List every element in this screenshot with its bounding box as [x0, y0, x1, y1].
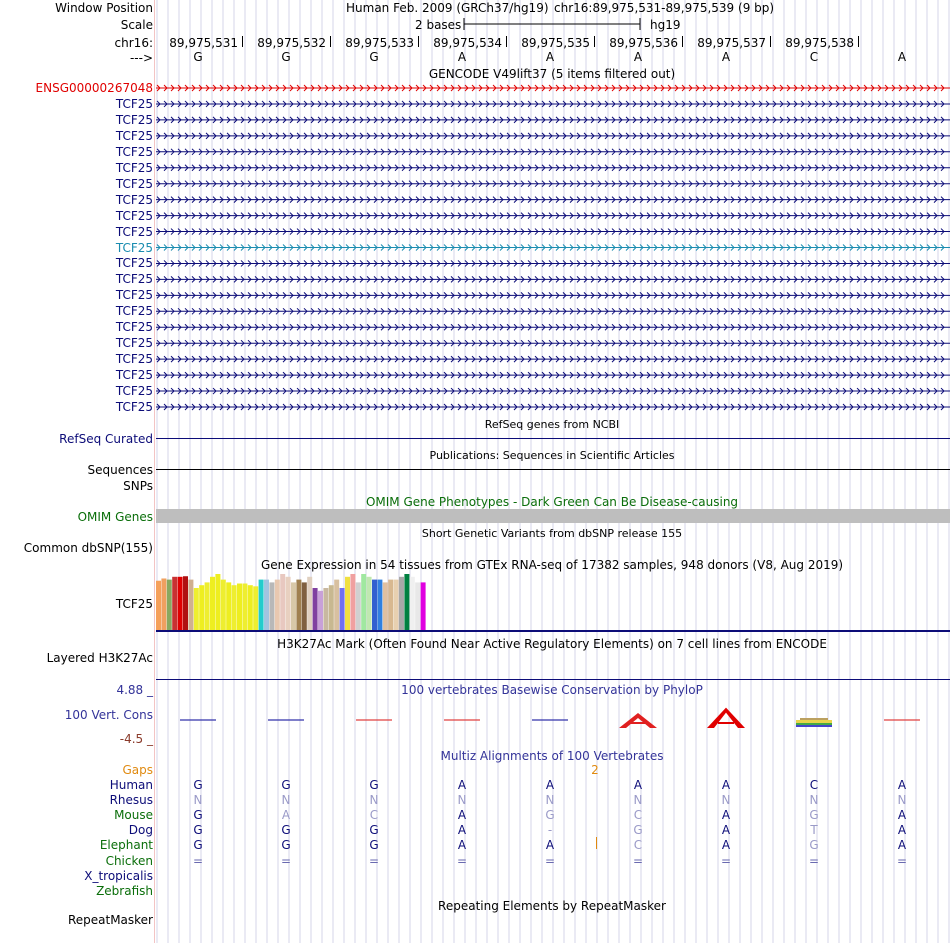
gtex-tissue-bar[interactable] — [199, 585, 204, 630]
gencode-item-label[interactable]: TCF25 — [115, 176, 153, 191]
gtex-tissue-bar[interactable] — [291, 582, 296, 630]
reference-base: A — [633, 50, 643, 64]
species-label[interactable]: Rhesus — [109, 793, 153, 808]
alignment-base: = — [808, 853, 820, 868]
window-position-label: Window Position — [55, 1, 153, 15]
gtex-tissue-bar[interactable] — [215, 574, 220, 630]
gencode-transcript[interactable] — [156, 260, 950, 266]
ruler-tick — [858, 36, 859, 47]
alignment-base: = — [896, 853, 908, 868]
gencode-item-label[interactable]: TCF25 — [115, 144, 153, 159]
alignment-base: G — [193, 808, 203, 823]
alignment-base: G — [545, 808, 555, 823]
gtex-tissue-bar[interactable] — [221, 580, 226, 630]
snps-label: SNPs — [123, 479, 153, 493]
gencode-track-title[interactable]: GENCODE V49lift37 (5 items filtered out) — [428, 67, 676, 81]
species-label[interactable]: Zebrafish — [96, 883, 153, 898]
ruler-position-label: 89,975,533 — [345, 36, 414, 50]
alignment-base: A — [457, 808, 467, 823]
gencode-item-label[interactable]: TCF25 — [115, 400, 153, 414]
gtex-tissue-bar[interactable] — [253, 586, 258, 630]
gencode-item-label[interactable]: TCF25 — [115, 192, 153, 207]
gtex-track-title[interactable]: Gene Expression in 54 tissues from GTEx RNA-seq of 17382 samples, 948 donors (V8, Aug 2019) — [260, 558, 844, 572]
gencode-item-label[interactable]: TCF25 — [115, 160, 153, 175]
gtex-tissue-bar[interactable] — [361, 574, 366, 630]
gtex-tissue-bar[interactable] — [415, 582, 420, 630]
reference-base: C — [809, 50, 819, 64]
gencode-transcript[interactable] — [156, 372, 950, 378]
omim-track-title[interactable]: OMIM Gene Phenotypes - Dark Green Can Be Disease-causing — [365, 495, 739, 509]
gtex-tissue-bar[interactable] — [302, 582, 307, 630]
alignment-base: N — [809, 793, 819, 808]
alignment-base: = — [192, 853, 204, 868]
gtex-tissue-bar[interactable] — [156, 581, 161, 630]
gencode-transcript[interactable] — [156, 308, 950, 314]
ruler-position-label: 89,975,536 — [609, 36, 678, 50]
alignment-base: G — [281, 823, 291, 838]
gtex-tissue-bar[interactable] — [296, 580, 301, 630]
gencode-item-label[interactable]: ENSG00000267048 — [35, 81, 153, 95]
alignment-base: A — [457, 838, 467, 853]
conservation-label[interactable]: 100 Vert. Cons — [64, 708, 153, 722]
reference-base: A — [457, 50, 467, 64]
alignment-base: A — [897, 808, 907, 823]
gtex-expression-chart[interactable] — [156, 570, 950, 634]
ruler-position-label: 89,975,538 — [785, 36, 854, 50]
gencode-transcript[interactable] — [156, 388, 950, 394]
gencode-transcript[interactable] — [156, 356, 950, 362]
gencode-item-label[interactable]: TCF25 — [115, 320, 153, 335]
gtex-tissue-bar[interactable] — [340, 588, 345, 630]
alignment-base: A — [545, 778, 555, 792]
alignment-base: A — [545, 838, 555, 853]
alignment-base: G — [193, 778, 203, 792]
gtex-tissue-bar[interactable] — [377, 580, 382, 630]
strand-label: ---> — [129, 51, 153, 65]
conservation-min-label: -4.5 _ — [119, 732, 153, 746]
species-label[interactable]: X_tropicalis — [84, 868, 153, 883]
gencode-transcript[interactable] — [156, 133, 950, 139]
gtex-tissue-bar[interactable] — [248, 585, 253, 630]
gtex-tissue-bar[interactable] — [334, 580, 339, 630]
alignment-base: A — [281, 808, 291, 823]
gencode-transcript[interactable] — [156, 165, 950, 171]
gtex-tissue-bar[interactable] — [399, 577, 404, 630]
gtex-tissue-bar[interactable] — [269, 582, 274, 630]
gtex-tissue-bar[interactable] — [232, 585, 237, 630]
gencode-transcript[interactable] — [156, 229, 950, 235]
gencode-item-label[interactable]: TCF25 — [115, 96, 153, 111]
alignment-base: = — [544, 853, 556, 868]
gtex-tissue-bar[interactable] — [237, 584, 242, 630]
gaps-label: Gaps — [122, 763, 153, 777]
alignment-base: G — [193, 838, 203, 853]
alignment-base: A — [897, 838, 907, 853]
region-title: chr16:89,975,531-89,975,539 (9 bp) — [554, 1, 775, 15]
alignment-base: A — [721, 808, 731, 823]
ruler-position-label: 89,975,537 — [697, 36, 766, 50]
gencode-transcript[interactable] — [156, 245, 950, 251]
alignment-base: G — [281, 778, 291, 792]
species-label[interactable]: Dog — [128, 823, 153, 838]
alignment-base: G — [193, 823, 203, 838]
gencode-item-label[interactable]: TCF25 — [115, 352, 153, 367]
omim-label[interactable]: OMIM Genes — [77, 510, 153, 524]
gap-count: 2 — [591, 763, 599, 777]
alignment-base: G — [369, 823, 379, 838]
gencode-item-label[interactable]: TCF25 — [115, 304, 153, 319]
gtex-tissue-bar[interactable] — [226, 582, 231, 630]
dbsnp-label[interactable]: Common dbSNP(155) — [23, 541, 153, 555]
conservation-plot[interactable] — [156, 697, 950, 743]
alignment-base: G — [281, 838, 291, 853]
gencode-item-label[interactable]: TCF25 — [115, 208, 153, 223]
gencode-transcript[interactable] — [156, 117, 950, 123]
gtex-tissue-bar[interactable] — [264, 580, 269, 630]
gtex-tissue-bar[interactable] — [404, 574, 409, 630]
species-label[interactable]: Chicken — [105, 853, 153, 868]
gencode-transcript[interactable] — [156, 181, 950, 187]
gtex-tissue-bar[interactable] — [194, 588, 199, 630]
gtex-tissue-bar[interactable] — [275, 580, 280, 630]
alignment-base: A — [457, 778, 467, 792]
gtex-tissue-bar[interactable] — [394, 580, 399, 630]
reference-base: A — [545, 50, 555, 64]
conservation-track-title[interactable]: 100 vertebrates Basewise Conservation by PhyloP — [401, 683, 703, 697]
pubs-track-title[interactable]: Publications: Sequences in Scientific Articles — [429, 449, 675, 462]
refseq-gene-line[interactable] — [156, 438, 950, 439]
species-label[interactable]: Elephant — [99, 838, 153, 853]
gencode-transcript[interactable] — [156, 213, 950, 219]
assembly-title: Human Feb. 2009 (GRCh37/hg19) — [346, 1, 549, 15]
gencode-item-label[interactable]: TCF25 — [115, 112, 153, 127]
gtex-tissue-bar[interactable] — [280, 574, 285, 630]
gencode-transcript[interactable] — [156, 149, 950, 155]
gencode-transcript[interactable] — [156, 197, 950, 203]
reference-base: A — [897, 50, 907, 64]
gtex-tissue-bar[interactable] — [172, 577, 177, 630]
gencode-transcript[interactable] — [156, 340, 950, 346]
alignment-base: C — [809, 778, 819, 792]
chrom-label: chr16: — [114, 36, 153, 50]
scale-label: Scale — [120, 18, 153, 32]
gencode-track[interactable] — [156, 80, 950, 416]
reference-base: G — [193, 50, 203, 64]
gtex-tissue-bar[interactable] — [410, 577, 415, 630]
gencode-item-label[interactable]: TCF25 — [115, 336, 153, 351]
alignment-base: G — [369, 838, 379, 853]
dbsnp-track-title[interactable]: Short Genetic Variants from dbSNP release 155 — [421, 527, 683, 540]
gtex-tissue-bar[interactable] — [188, 580, 193, 630]
gencode-transcript[interactable] — [156, 101, 950, 107]
gtex-tissue-bar[interactable] — [307, 577, 312, 630]
gtex-tissue-bar[interactable] — [205, 582, 210, 630]
h3k27ac-label[interactable]: Layered H3K27Ac — [46, 651, 153, 665]
alignment-base: N — [281, 793, 291, 808]
gencode-item-label[interactable]: TCF25 — [115, 224, 153, 239]
species-label[interactable]: Human — [109, 778, 153, 792]
gencode-item-label[interactable]: TCF25 — [115, 256, 153, 271]
alignment-base: = — [456, 853, 468, 868]
h3k27ac-baseline — [156, 679, 950, 680]
rmsk-track-title[interactable]: Repeating Elements by RepeatMasker — [438, 899, 666, 913]
gtex-tissue-bar[interactable] — [323, 588, 328, 630]
label-column-divider — [154, 0, 155, 943]
gtex-tissue-bar[interactable] — [388, 580, 393, 630]
alignment-base: A — [721, 823, 731, 838]
gtex-gene-label[interactable]: TCF25 — [115, 597, 153, 611]
gtex-tissue-bar[interactable] — [167, 580, 172, 630]
omim-gene-bar[interactable] — [156, 509, 950, 523]
ruler-position-label: 89,975,535 — [521, 36, 590, 50]
gencode-item-label[interactable]: TCF25 — [115, 368, 153, 383]
gencode-item-label[interactable]: TCF25 — [115, 128, 153, 143]
gtex-tissue-bar[interactable] — [350, 574, 355, 630]
gencode-transcript[interactable] — [156, 404, 950, 410]
alignment-base: = — [632, 853, 644, 868]
h3k27ac-track-title[interactable]: H3K27Ac Mark (Often Found Near Active Regulatory Elements) on 7 cell lines from ENCODE — [277, 637, 827, 651]
gtex-tissue-bar[interactable] — [161, 578, 166, 630]
pubs-label[interactable]: Sequences — [87, 463, 153, 477]
gtex-tissue-bar[interactable] — [210, 577, 215, 630]
gencode-transcript[interactable] — [156, 85, 950, 91]
reference-base: G — [369, 50, 379, 64]
alignment-base: A — [457, 823, 467, 838]
gtex-tissue-bar[interactable] — [183, 576, 188, 630]
alignment-base: N — [457, 793, 467, 808]
alignment-base: A — [633, 778, 643, 792]
gtex-tissue-bar[interactable] — [286, 577, 291, 630]
ruler-position-label: 89,975,531 — [169, 36, 238, 50]
alignment-base: G — [809, 838, 819, 853]
ruler-position-label: 89,975,532 — [257, 36, 326, 50]
gtex-tissue-bar[interactable] — [372, 580, 377, 630]
species-label[interactable]: Mouse — [114, 808, 153, 823]
ruler-position-label: 89,975,534 — [433, 36, 502, 50]
gencode-item-label[interactable]: TCF25 — [115, 240, 153, 255]
alignment-base: = — [280, 853, 292, 868]
alignment-base: N — [193, 793, 203, 808]
scale-bar — [462, 16, 644, 32]
gtex-tissue-bar[interactable] — [259, 580, 264, 630]
gtex-tissue-bar[interactable] — [329, 585, 334, 630]
alignment-base: = — [720, 853, 732, 868]
alignment-base: A — [721, 778, 731, 792]
gtex-tissue-bar[interactable] — [421, 582, 426, 630]
alignment-base: A — [897, 823, 907, 838]
alignment-base: N — [897, 793, 907, 808]
gtex-tissue-bar[interactable] — [242, 584, 247, 630]
alignment-base: C — [633, 808, 643, 823]
conservation-max-label: 4.88 _ — [116, 683, 153, 697]
alignment-base: C — [633, 838, 643, 853]
gencode-item-label[interactable]: TCF25 — [115, 272, 153, 287]
gtex-tissue-bar[interactable] — [318, 591, 323, 630]
gtex-tissue-bar[interactable] — [178, 577, 183, 630]
alignment-base: G — [809, 808, 819, 823]
alignment-base: A — [897, 778, 907, 792]
gencode-item-label[interactable]: TCF25 — [115, 384, 153, 399]
gencode-transcript[interactable] — [156, 276, 950, 282]
gap-marker — [596, 837, 597, 849]
alignment-base: N — [633, 793, 643, 808]
scale-text: 2 bases — [415, 18, 462, 32]
alignment-base: = — [368, 853, 380, 868]
rmsk-label[interactable]: RepeatMasker — [67, 913, 153, 927]
alignment-base: G — [633, 823, 643, 838]
alignment-base: N — [369, 793, 379, 808]
alignment-base: A — [721, 838, 731, 853]
pubs-sequence-line[interactable] — [156, 469, 950, 470]
reference-base: G — [281, 50, 291, 64]
alignment-base: N — [545, 793, 555, 808]
refseq-track-title[interactable]: RefSeq genes from NCBI — [484, 418, 620, 431]
gencode-transcript[interactable] — [156, 324, 950, 330]
conservation-score-mark[interactable] — [796, 718, 832, 727]
gtex-tissue-bar[interactable] — [367, 577, 372, 630]
conservation-score-mark[interactable] — [707, 708, 745, 728]
gencode-transcript[interactable] — [156, 292, 950, 298]
gtex-tissue-bar[interactable] — [356, 582, 361, 630]
alignment-base: C — [369, 808, 379, 823]
multiz-track-title[interactable]: Multiz Alignments of 100 Vertebrates — [440, 749, 664, 763]
alignment-base: N — [721, 793, 731, 808]
alignment-base: G — [369, 778, 379, 792]
alignment-base: - — [547, 823, 553, 838]
alignment-base: T — [810, 823, 818, 838]
conservation-score-mark[interactable] — [619, 713, 657, 728]
gencode-item-label[interactable]: TCF25 — [115, 288, 153, 303]
refseq-label[interactable]: RefSeq Curated — [59, 432, 153, 446]
gtex-tissue-bar[interactable] — [345, 577, 350, 630]
gtex-tissue-bar[interactable] — [383, 582, 388, 630]
gtex-tissue-bar[interactable] — [313, 588, 318, 630]
scale-db: hg19 — [650, 18, 681, 32]
reference-base: A — [721, 50, 731, 64]
